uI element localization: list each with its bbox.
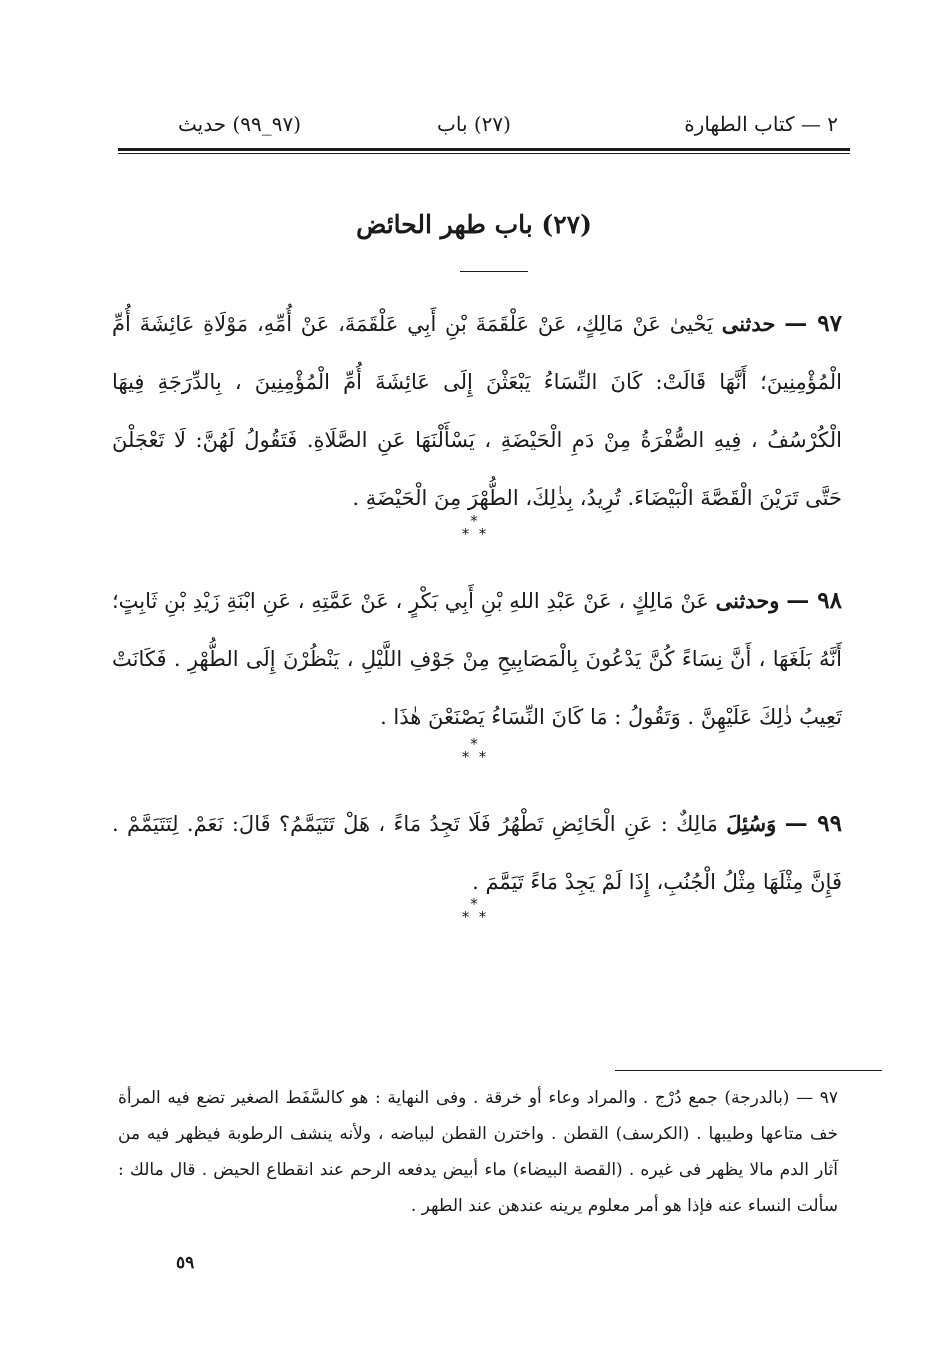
star-glyph: * (461, 525, 470, 543)
star-glyph: * (470, 895, 478, 913)
star-glyph: * (461, 748, 470, 766)
star-glyph: * (478, 908, 487, 926)
hadith-number: ٩٨ — (786, 587, 842, 614)
header-rule (118, 148, 850, 151)
star-glyph: * (461, 908, 470, 926)
hadith-text: عَنْ مَالِكٍ ، عَنْ عَبْدِ اللهِ بْنِ أَبِي بَكْرٍ ، عَنْ عَمَّتِهِ ، عَنِ ابْنَةِ زَيْدِ بْنِ ثَابِتٍ؛ أَنَّهُ بَلَغَهَا ، أَنَّ نِسَاءً كُنَّ يَدْعُونَ بِالْمَصَابِيحِ مِنْ جَوْفِ اللَّيْلِ ، يَنْظُرْنَ إِلَى الطُّهْرِ . فَكَانَتْ تَعِيبُ ذٰلِكَ عَلَيْهِنَّ . وَتَقُولُ : مَا كَانَ النِّسَاءُ يَصْنَعْنَ هٰذَا . (112, 589, 842, 729)
footnote: ٩٧ — (بالدرجة) جمع دُرْج . والمراد وعاء أو خرقة . وفى النهاية : هو كالسَّفَط الصغير تضع فيه المرأة خف متاعها وطيبها . (الكرسف) القطن . واخترن القطن لبياضه ، ولأنه ينشف الرطوبة فيظهر فيه من آثار الدم مالا يظهر فى غيره . (القصة البيضاء) ماء أبيض يدفعه الرحم عند انقطاع الحيض . قال مالك : سألت النساء عنه فإذا هو أمر معلوم يرينه عندهن عند الطهر . (118, 1088, 838, 1216)
chapter-title: (٢٧) باب طهر الحائض (356, 210, 592, 239)
hadith-text: مَالِكٌ : عَنِ الْحَائِضِ تَطْهُرُ فَلَا تَجِدُ مَاءً ، هَلْ تَتَيَمَّمُ؟ قَالَ: نَعَمْ. لِتَتَيَمَّمْ . فَإِنَّ مِثْلَهَا مِثْلُ الْجُنُبِ، إِذَا لَمْ يَجِدْ مَاءً تَيَمَّمَ . (112, 812, 842, 894)
header-hadith-range: (٩٧_٩٩) حديث (178, 112, 302, 136)
star-glyph: * (478, 748, 487, 766)
star-glyph: * (470, 512, 478, 530)
hadith-97 (112, 295, 842, 527)
star-glyph: * (470, 735, 478, 753)
title-underline (460, 271, 528, 272)
hadith-99 (112, 795, 842, 911)
star-glyph: * (478, 525, 487, 543)
header-chapter: (٢٧) باب (437, 112, 511, 136)
page-number: ٥٩ (176, 1253, 195, 1273)
header-book-title: ٢ — كتاب الطهارة (684, 112, 838, 136)
hadith-number: ٩٧ — (784, 310, 842, 337)
separator-stars (0, 895, 948, 926)
separator-stars (0, 735, 948, 766)
hadith-98 (112, 572, 842, 746)
header-rule-thin (118, 153, 850, 154)
hadith-opener: حدثنى (721, 311, 776, 336)
hadith-opener: وَسُئِلَ (726, 811, 777, 836)
hadith-number: ٩٩ — (784, 810, 842, 837)
hadith-opener: وحدثنى (715, 588, 780, 613)
footnote-rule (615, 1070, 882, 1071)
hadith-text: يَحْيىٰ عَنْ مَالِكٍ، عَنْ عَلْقَمَةَ بْنِ أَبِي عَلْقَمَةَ، عَنْ أُمِّهِ، مَوْلَاةِ عَائِشَةَ أُمِّ الْمُؤْمِنِينَ؛ أَنَّهَا قَالَتْ: كَانَ النِّسَاءُ يَبْعَثْنَ إِلَى عَائِشَةَ أُمِّ الْمُؤْمِنِينَ ، بِالدِّرَجَةِ فِيهَا الْكُرْسُفُ ، فِيهِ الصُّفْرَةُ مِنْ دَمِ الْحَيْضَةِ ، يَسْأَلْنَهَا عَنِ الصَّلَاةِ. فَتَقُولُ لَهُنَّ: لَا تَعْجَلْنَ حَتَّى تَرَيْنَ الْقَصَّةَ الْبَيْضَاءَ. تُرِيدُ، بِذٰلِكَ، الطُّهْرَ مِنَ الْحَيْضَةِ . (112, 312, 842, 510)
separator-stars (0, 512, 948, 543)
